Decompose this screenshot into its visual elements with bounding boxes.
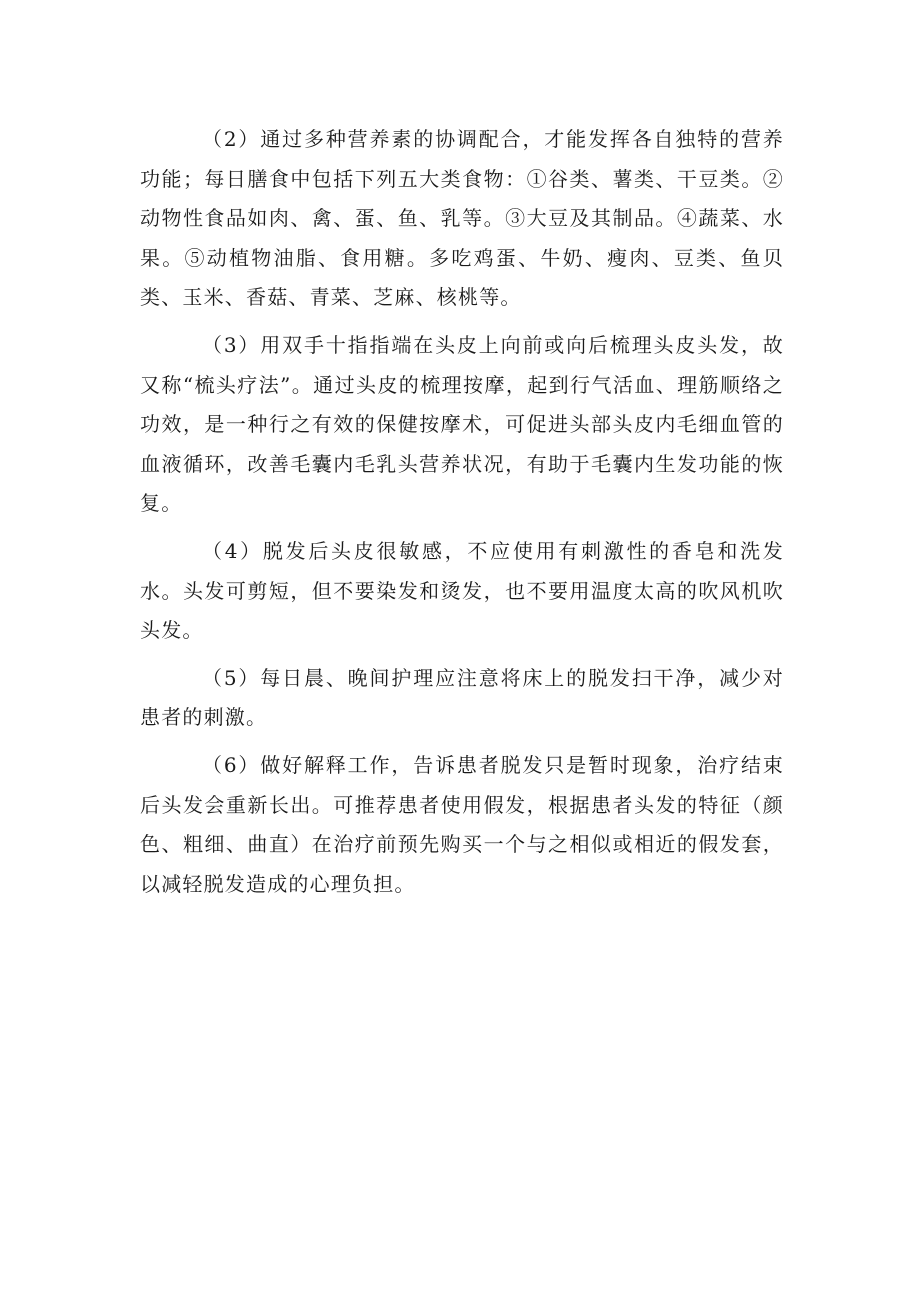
document-page [140,120,784,912]
paragraph-6: （6）做好解释工作，告诉患者脱发只是暂时现象，治疗结束后头发会重新长出。可推荐患者使用假发，根据患者头发的特征（颜色、粗细、曲直）在治疗前预先购买一个与之相似或相近的假发套，以减轻脱发造成的心理负担。 [140,752,784,896]
paragraph-4: （4）脱发后头皮很敏感，不应使用有刺激性的香皂和洗发水。头发可剪短，但不要染发和烫发，也不要用温度太高的吹风机吹头发。 [140,538,784,643]
paragraph-5: （5）每日晨、晚间护理应注意将床上的脱发扫干净，减少对患者的刺激。 [140,665,784,730]
paragraph-3: （3）用双手十指指端在头皮上向前或向后梳理头皮头发，故又称“梳头疗法”。通过头皮的梳理按摩，起到行气活血、理筋顺络之功效，是一种行之有效的保健按摩术，可促进头部头皮内毛细血管的血液循环，改善毛囊内毛乳头营养状况，有助于毛囊内生发功能的恢复。 [140,332,784,516]
paragraph-2: （2）通过多种营养素的协调配合，才能发挥各自独特的营养功能；每日膳食中包括下列五大类食物：①谷类、薯类、干豆类。②动物性食品如肉、禽、蛋、鱼、乳等。③大豆及其制品。④蔬菜、水果。⑤动植物油脂、食用糖。多吃鸡蛋、牛奶、瘦肉、豆类、鱼贝类、玉米、香菇、青菜、芝麻、核桃等。 [140,127,784,310]
